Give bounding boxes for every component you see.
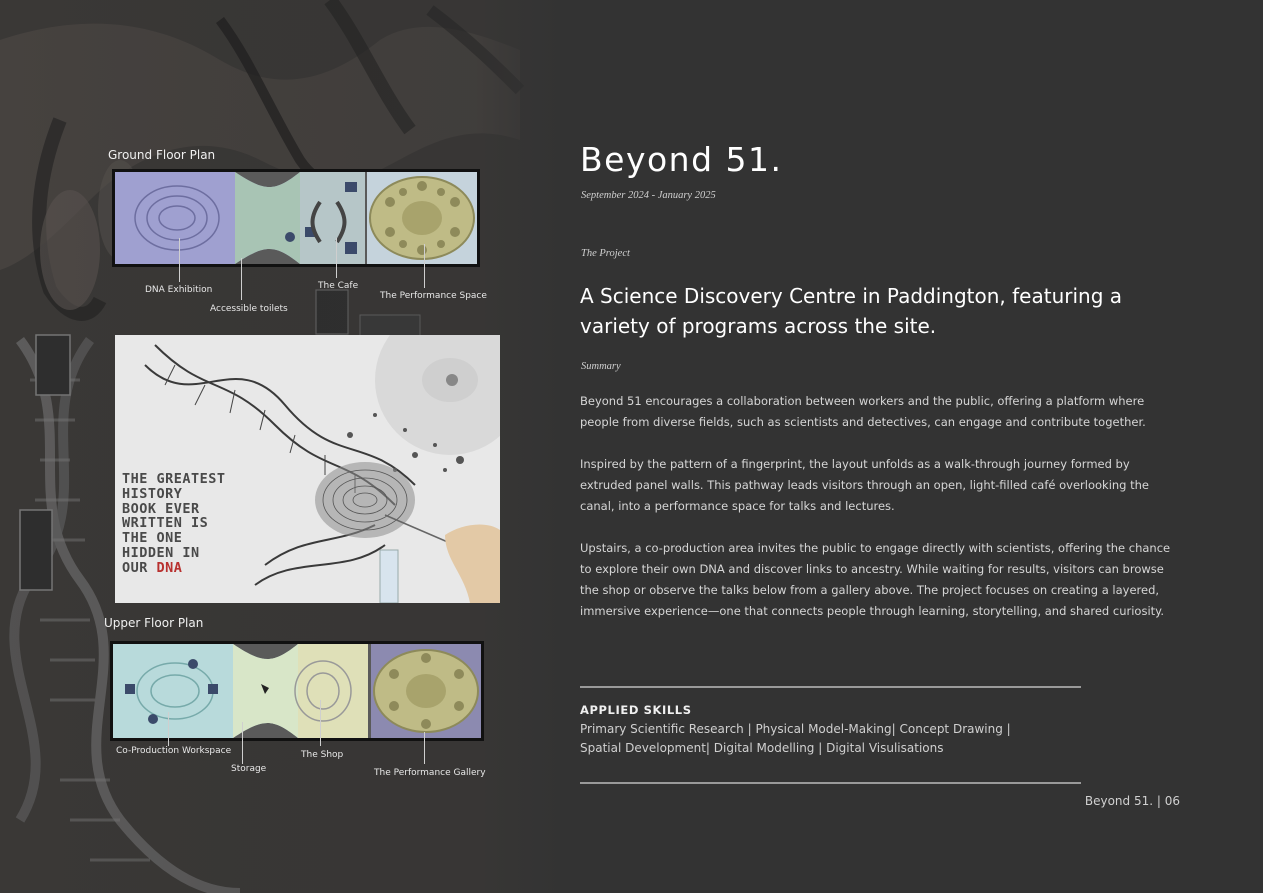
leader-gallery	[424, 732, 425, 764]
label-performance-gallery: The Performance Gallery	[374, 768, 486, 778]
poster-line-last: OUR DNA	[122, 559, 183, 576]
poster-line: HIDDEN IN	[122, 544, 200, 561]
poster-dna-accent: DNA	[156, 559, 183, 576]
page-footer: Beyond 51. | 06	[1084, 794, 1180, 808]
summary-paragraph-1: Beyond 51 encourages a collaboration between workers and the public, offering a platform where people from diverse fields, such as scientists and detectives, can engage and contribute together.	[580, 394, 1146, 429]
label-performance-space: The Performance Space	[380, 291, 487, 301]
poster-line: THE ONE	[122, 530, 183, 547]
leader-cafe	[336, 238, 337, 278]
dna-poster	[115, 335, 500, 603]
label-storage: Storage	[231, 764, 267, 774]
leader-shop	[320, 700, 321, 746]
skills-top-divider	[580, 686, 1081, 688]
skills-bottom-divider	[580, 782, 1081, 784]
ground-floor-drawing	[115, 172, 477, 264]
poster-line: HISTORY	[122, 485, 183, 502]
leader-coproduction	[168, 712, 169, 746]
summary-paragraph-2: Inspired by the pattern of a fingerprint, the layout unfolds as a walk-through journey formed by extruded panel walls. This pathway leads visitors through an open, light-filled café overlooking the canal, into a performance space for talks and lectures.	[580, 457, 1150, 513]
skills-list: Primary Scientific Research | Physical Model-Making| Concept Drawing | Spatial Development| Digital Modelling | Digital Visulisations	[580, 722, 1011, 755]
leader-performance	[424, 244, 425, 288]
label-cafe: The Cafe	[318, 281, 359, 291]
ground-floor-title: Ground Floor Plan	[108, 148, 216, 162]
project-title: Beyond 51.	[580, 140, 783, 179]
label-coproduction-workspace: Co-Production Workspace	[116, 746, 232, 756]
poster-line: BOOK EVER	[122, 500, 200, 517]
poster-line: THE GREATEST	[122, 471, 226, 487]
project-headline: A Science Discovery Centre in Paddington, featuring a variety of programs across the site.	[580, 284, 1123, 338]
leader-dna	[179, 238, 180, 282]
label-accessible-toilets: Accessible toilets	[210, 304, 288, 314]
leader-toilets	[241, 258, 242, 300]
label-dna-exhibition: DNA Exhibition	[145, 285, 213, 295]
summary-paragraph-3: Upstairs, a co-production area invites the public to engage directly with scientists, offering the chance to explore their own DNA and discover links to ancestry. While waiting for results, visitors can browse the shop or observe the talks below from a gallery above. The project focuses on creating a layered, immersive experience—one that connects people through learning, storytelling, and shared curiosity.	[580, 541, 1171, 618]
project-dates: September 2024 - January 2025	[581, 190, 716, 201]
poster-line: WRITTEN IS	[122, 515, 209, 532]
leader-storage	[242, 722, 243, 764]
label-shop: The Shop	[301, 750, 344, 760]
poster-quote	[122, 472, 272, 576]
upper-floor-title: Upper Floor Plan	[104, 616, 204, 630]
project-section-label: The Project	[581, 248, 630, 259]
summary-label: Summary	[581, 361, 621, 372]
skills-heading: APPLIED SKILLS	[580, 703, 692, 717]
upper-floor-plan	[110, 641, 484, 741]
